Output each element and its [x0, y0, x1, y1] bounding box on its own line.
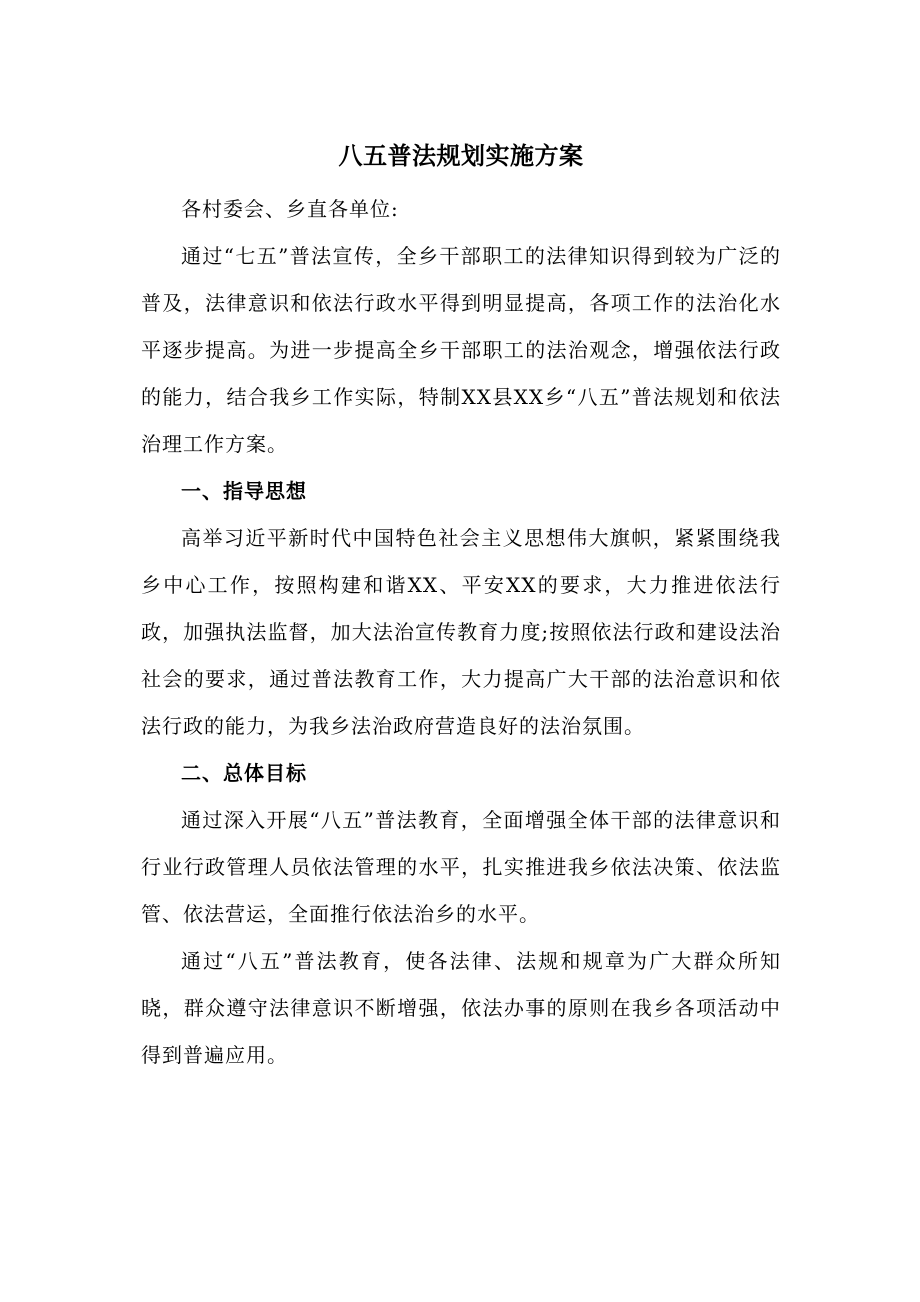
section-heading-overall-goal: 二、总体目标	[181, 761, 307, 785]
intro-paragraph: 通过“七五”普法宣传，全乡干部职工的法律知识得到较为广泛的普及，法律意识和依法行政水平得到明显提高，各项工作的法治化水平逐步提高。为进一步提高全乡干部职工的法治观念，增强依法行政的能力，结合我乡工作实际，特制XX县XX乡“八五”普法规划和依法治理工作方案。	[141, 244, 781, 456]
section-heading-guiding-ideology: 一、指导思想	[181, 479, 307, 503]
overall-goal-paragraph-1: 通过深入开展“八五”普法教育，全面增强全体干部的法律意识和行业行政管理人员依法管理的水平，扎实推进我乡依法决策、依法监管、依法营运，全面推行依法治乡的水平。	[141, 808, 781, 926]
salutation: 各村委会、乡直各单位:	[181, 197, 399, 221]
guiding-ideology-paragraph: 高举习近平新时代中国特色社会主义思想伟大旗帜，紧紧围绕我乡中心工作，按照构建和谐XX、平安XX的要求，大力推进依法行政，加强执法监督，加大法治宣传教育力度;按照依法行政和建设法治社会的要求，通过普法教育工作，大力提高广大干部的法治意识和依法行政的能力，为我乡法治政府营造良好的法治氛围。	[141, 526, 781, 738]
document-title: 八五普法规划实施方案	[338, 142, 584, 170]
overall-goal-paragraph-2: 通过“八五”普法教育，使各法律、法规和规章为广大群众所知晓，群众遵守法律意识不断增强，依法办事的原则在我乡各项活动中得到普遍应用。	[141, 949, 781, 1067]
document-body	[141, 138, 781, 1079]
